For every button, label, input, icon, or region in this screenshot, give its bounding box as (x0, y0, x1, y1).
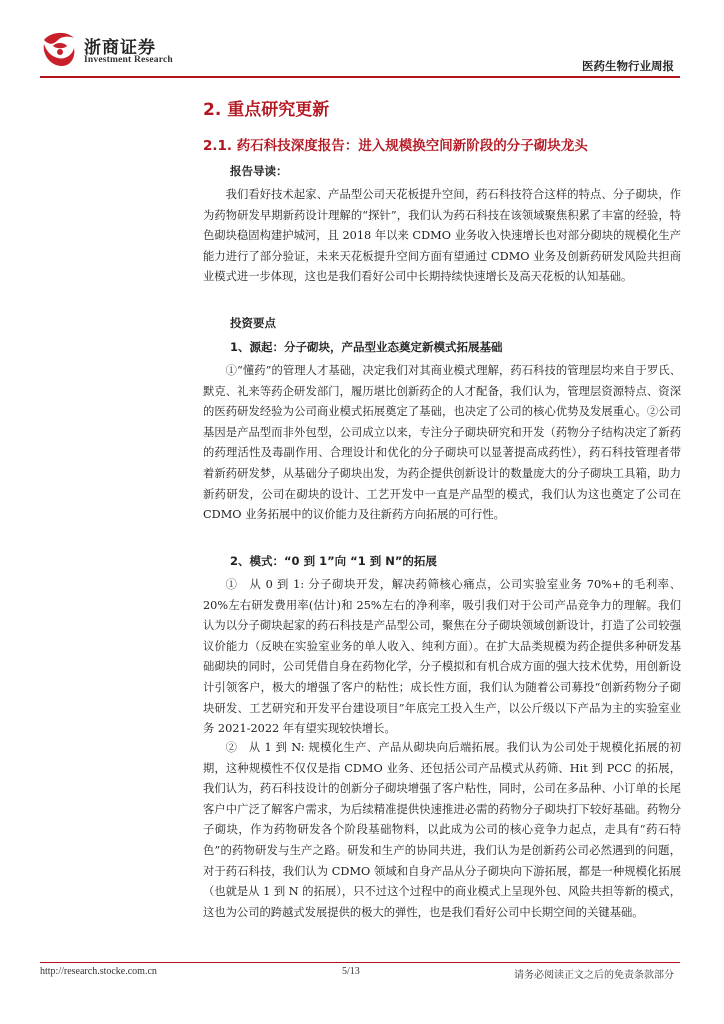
brand-name-cn: 浙商证券 (84, 38, 156, 58)
footer-divider (40, 962, 680, 963)
header-divider (40, 76, 680, 78)
brand-name-en: Investment Research (84, 55, 173, 65)
section-subtitle: 2.1. 药石科技深度报告：进入规模换空间新阶段的分子砌块龙头 (203, 138, 588, 154)
point1-paragraph: ①“懂药”的管理人才基础，决定我们对其商业模式理解，药石科技的管理层均来自于罗氏、默克、礼来等药企研发部门，履历堪比创新药企的人才配备，我们认为，管理层资源特点、资深的医药研发经验为公司商业模式拓展奠定了基础，也决定了公司的核心优势及发展重心。②公司基因是产品型而非外包型，公司成立以来，专注分子砌块研究和开发（药物分子结构决定了新药的药理活性及毒副作用、合理设计和优化的分子砌块可以显著提高成药性），药石科技管理者带着新药研发梦，从基础分子砌块出发，为药企提供创新设计的数量庞大的分子砌块工具箱，助力新药研发，公司在砌块的设计、工艺开发中一直是产品型的模式，我们认为这也奠定了公司在 CDMO 业务拓展中的议价能力及往新药方向拓展的可行性。 (203, 364, 681, 522)
section-title: 2. 重点研究更新 (203, 100, 330, 120)
point2-heading: 2、模式：“0 到 1”向 “1 到 N”的拓展 (230, 554, 437, 568)
point2-paragraph-1: ① 从 0 到 1: 分子砌块开发，解决药筛核心痛点，公司实验室业务 70%+的毛利率、20%左右研发费用率(估计)和 25%左右的净利率，吸引我们对于公司产品竞争力的理解。我们认为以分子砌块起家的药石科技是产品型公司，聚焦在分子砌块领域创新设计，打造了公司较强议价能力（反映在实验室业务的单人收入、纯利方面）。在扩大品类规模为药企提供多种研发基础砌块的同时，公司凭借自身在药物化学，分子模拟和有机合成方面的强大技术优势，用创新设计引领客户，极大的增强了客户的粘性；成长性方面，我们认为随着公司募投“创新药物分子砌块研发、工艺研究和开发平台建设项目”年底完工投入生产，以公斤级以下产品为主的实验室业务 2021-2022 年有望实现较快增长。 (203, 578, 681, 736)
footer-url[interactable]: http://research.stocke.com.cn (40, 966, 157, 977)
invest-heading: 投资要点 (230, 316, 276, 330)
logo-mark-icon (40, 30, 78, 68)
guide-paragraph: 我们看好技术起家、产品型公司天花板提升空间，药石科技符合这样的特点、分子砌块，作为药物研发早期新药设计理解的“探针”，我们认为药石科技在该领域聚焦积累了丰富的经验，特色砌块稳固构建护城河，且 2018 年以来 CDMO 业务收入快速增长也对部分砌块的规模化生产能力进行了部分验证，未来天花板提升空间方面有望通过 CDMO 业务及创新药研发风险共担商业模式进一步体现，这也是我们看好公司中长期持续快速增长及高天花板的认知基础。 (203, 188, 681, 284)
page-number: 5/13 (342, 966, 360, 977)
point1-heading: 1、源起：分子砌块，产品型业态奠定新模式拓展基础 (230, 340, 503, 354)
company-logo (40, 30, 210, 74)
footer-disclaimer: 请务必阅读正文之后的免责条款部分 (514, 970, 674, 981)
guide-heading: 报告导读： (230, 164, 288, 178)
report-type: 医药生物行业周报 (582, 59, 674, 73)
point2-paragraph-2: ② 从 1 到 N: 规模化生产、产品从砌块向后端拓展。我们认为公司处于规模化拓展的初期，这种规模性不仅仅是指 CDMO 业务、还包括公司产品模式从药筛、Hit 到 PCC 的拓展，我们认为，药石科技设计的创新分子砌块增强了客户粘性，同时，公司在多品种、小订单的长尾客户中广泛了解客户需求，为后续精准提供快速推进必需的药物分子砌块打下较好基础。药物分子砌块，作为药物研发各个阶段基础物料，以此成为公司的核心竞争力起点，走具有“药石特色”的药物研发与生产之路。研发和生产的协同共进，我们认为是创新药公司必然遇到的问题，对于药石科技，我们认为 CDMO 领域和自身产品从分子砌块向下游拓展，都是一种规模化拓展（也就是从 1 到 N 的拓展），只不过这个过程中的商业模式上呈现外包、风险共担等新的模式，这也为公司的跨越式发展提供的极大的弹性，也是我们看好公司中长期空间的关键基础。 (203, 741, 681, 919)
